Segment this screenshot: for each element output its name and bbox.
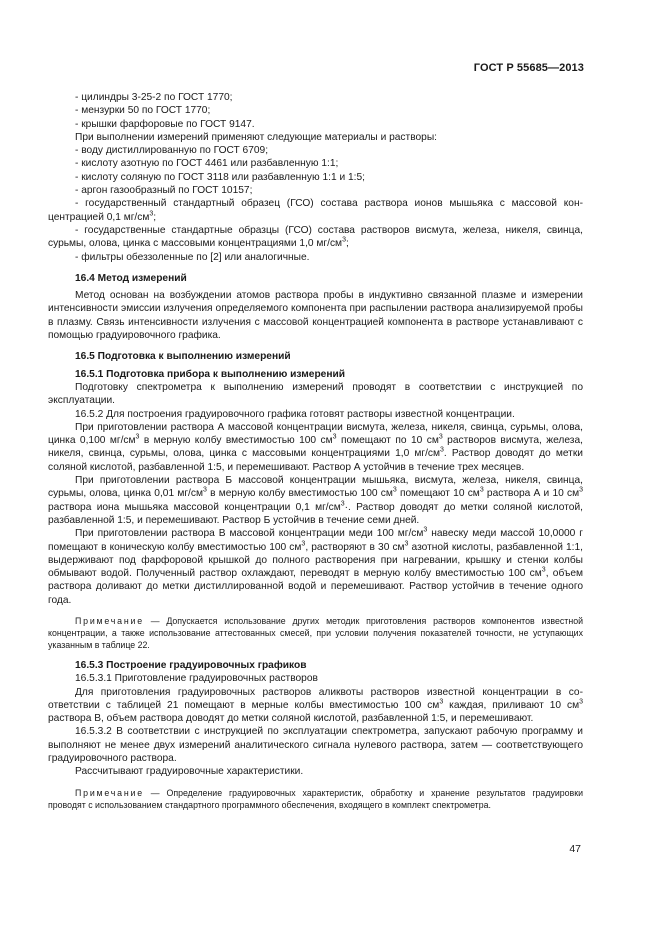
list-item: - аргон газообразный по ГОСТ 10157;	[75, 185, 253, 197]
note-label: Примечание	[75, 615, 144, 626]
list-item-gso-metals: - государственные стандартные образцы (ГСО) состава растворов висмута, железа, никеля, свинца, сурьмы, олова, цинка с массовыми концентрациями 1,0 $мг/см^3$;	[48, 224, 583, 250]
subsection-heading: 16.5.1 Подготовка прибора к выполнению измерений	[75, 368, 346, 380]
list-item: - кислоту соляную по ГОСТ 3118 или разбавленную 1:1 и 1:5;	[75, 171, 365, 183]
section-heading: 16.5 Подготовка к выполнению измерений	[75, 351, 291, 363]
list-item: - цилиндры 3-25-2 по ГОСТ 1770;	[75, 92, 233, 103]
solution-v-paragraph: При приготовлении раствора В массовой концентрации меди 100 $мг/см^3$ навеску меди массой 10,0000 г помещают в коническую колбу вместимостью 100 $см^3$, растворяют в 30 $см^3$ азотной кислоты, разбавленной 1:1, выдерживают под фарфоровой крышкой до полного растворения при нагревании, крышку и стенки колбы обмывают водой. Полученный раствор охлаждают, переводят в мерную колбу вместимостью 100 $см^3$, объем раствора доливают до метки дистиллированной водой и перемешивают. Раствор устойчив в течение одного года.	[48, 526, 583, 606]
page-number: 47	[569, 843, 581, 855]
section-heading: 16.4 Метод измерений	[75, 272, 187, 284]
subsection-heading: 16.5.3 Построение градуировочных графиков	[75, 659, 307, 671]
method-paragraph: Метод основан на возбуждении атомов раствора пробы в индуктивно связанной плазме и измерении интенсивности эмиссии излучения определяемого компонента при распылении раствора анализируемой пробы в плазму. Связь интенсивности излучения с массовой концентрацией компонента в растворе устанавливают с помощью градуировочного графика.	[48, 290, 583, 342]
paragraph: Рассчитывают градуировочные характеристики.	[75, 766, 304, 778]
note-label: Примечание	[75, 787, 144, 798]
list-item: - крышки фарфоровые по ГОСТ 9147.	[75, 118, 255, 130]
solution-a-paragraph: При приготовлении раствора А массовой концентрации висмута, железа, никеля, свинца, сурьмы, олова, цинка 0,100 $мг/см^3$ в мерную колбу вместимостью 100 $см^3$ помещают по 10 $см^3$ растворов висмута, железа, никеля, свинца, сурьмы, олова, цинка с массовыми концентрациями 1,0 $мг/см^3$. Раствор доводят до метки соляной кислотой, разбавленной 1:5, и перемешивают. Раствор А устойчив в течение трех месяцев.	[48, 421, 583, 473]
materials-intro: При выполнении измерений применяют следующие материалы и растворы:	[75, 131, 437, 143]
page-body	[48, 91, 583, 811]
list-item: - фильтры обеззоленные по [2] или аналогичные.	[75, 251, 310, 263]
list-item: - кислоту азотную по ГОСТ 4461 или разбавленную 1:1;	[75, 158, 339, 170]
list-item: - воду дистиллированную по ГОСТ 6709;	[75, 145, 269, 157]
solution-b-paragraph: При приготовлении раствора Б массовой концентрации мышьяка, висмута, железа, никеля, свинца, сурьмы, олова, цинка 0,01 $мг/см^3$ в мерную колбу вместимостью 100 $см^3$ помещают 10 $см^3$ раствора А и 10 $см^3$ раствора иона мышьяка массовой концентрации 0,1 $мг/см^3\cdot$. Раствор доводят до метки соляной кислотой, разбавленной 1:5, и перемешивают. Раствор Б устойчив в течение семи дней.	[48, 475, 583, 526]
paragraph: Для приготовления градуировочных растворов аликвоты растворов известной концентрации в соответствии с таблицей 21 помещают в мерные колбы вместимостью 100 $см^3$ каждая, приливают 10 $см^3$ раствора В, объем раствора доводят до метки соляной кислотой, разбавленной 1:5, и перемешивают.	[48, 686, 583, 725]
list-item-gso-arsenic: - государственный стандартный образец (ГСО) состава раствора ионов мышьяка с массовой концентрацией 0,1 $мг/см^3$;	[48, 198, 583, 223]
list-item: - мензурки 50 по ГОСТ 1770;	[75, 105, 211, 117]
paragraph: 16.5.3.2 В соответствии с инструкцией по эксплуатации спектрометра, запускают рабочую программу и выполняют не менее двух измерений аналитического сигнала нулевого раствора, затем — соответствующего градуировочного раствора.	[48, 726, 583, 765]
note: Примечание — Определение градуировочных характеристик, обработку и хранение результатов градуировки проводят с использованием стандартного программного обеспечения, входящего в комплект спектрометра.	[48, 787, 583, 810]
document-code: ГОСТ Р 55685—2013	[473, 62, 584, 74]
paragraph: Подготовку спектрометра к выполнению измерений проводят в соответствии с инструкцией по эксплуатации.	[48, 381, 583, 407]
paragraph: 16.5.2 Для построения градуировочного графика готовят растворы известной концентрации.	[75, 408, 515, 420]
note: Примечание — Допускается использование других методик приготовления растворов компонентов известной концентрации, а также использование аттестованных смесей, при условии получения показателей точности, не уступающих указанным в таблице 22.	[48, 615, 583, 650]
paragraph: 16.5.3.1 Приготовление градуировочных растворов	[75, 673, 318, 685]
